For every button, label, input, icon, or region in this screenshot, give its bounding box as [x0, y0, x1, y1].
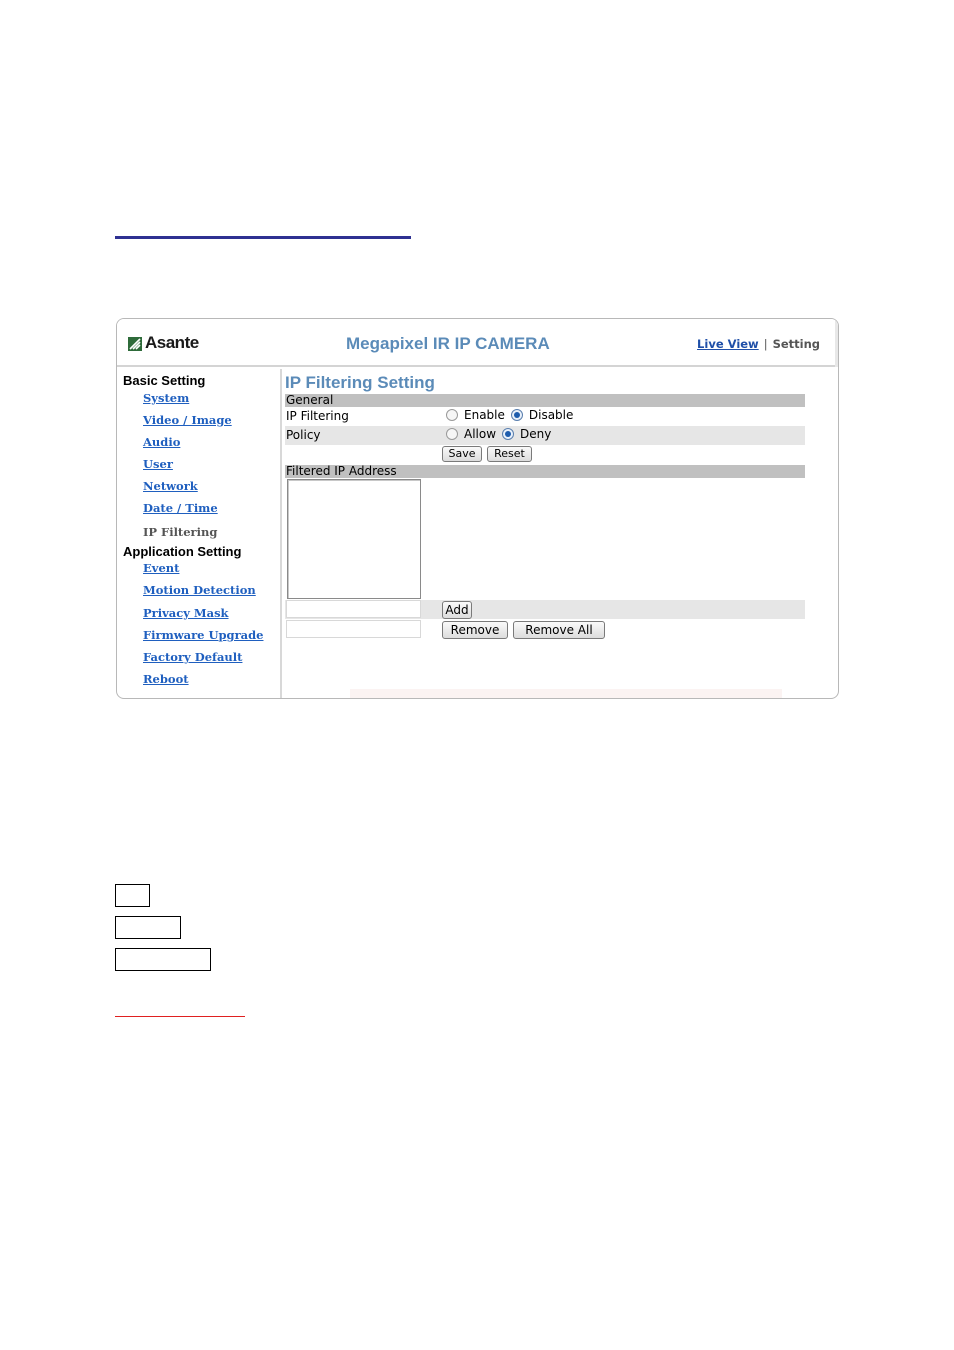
add-ip-input[interactable]: [286, 600, 421, 618]
app-title: Megapixel IR IP CAMERA: [346, 334, 550, 353]
logo-text: Asante: [145, 333, 199, 352]
brand-logo: [128, 333, 199, 353]
policy-allow-radio[interactable]: [446, 428, 458, 440]
sidebar-item-event[interactable]: Event: [143, 561, 180, 575]
document-button-box-large: [115, 948, 211, 971]
sidebar-item-network[interactable]: Network: [143, 479, 198, 493]
remove-ip-input[interactable]: [286, 620, 421, 638]
camera-web-ui: [116, 318, 839, 699]
header-edge: [835, 319, 838, 367]
setting-nav-current: Setting: [772, 337, 820, 351]
page-title: IP Filtering Setting: [285, 373, 435, 392]
document-button-box-medium: [115, 916, 181, 939]
ip-filtering-enable-label: Enable: [464, 408, 505, 422]
policy-deny-label: Deny: [520, 427, 552, 441]
policy-radio-group: [446, 427, 557, 441]
ip-filtering-row: [285, 407, 805, 426]
ip-filtering-radio-group: [446, 408, 579, 422]
asante-logo-icon: [128, 336, 142, 350]
nav-separator: |: [763, 337, 768, 351]
document-heading-rule: [115, 236, 411, 239]
document-note-rule: [115, 1016, 245, 1017]
policy-row: [285, 426, 805, 445]
sidebar-item-video-image[interactable]: Video / Image: [143, 413, 232, 427]
sidebar-item-privacy-mask[interactable]: Privacy Mask: [143, 606, 229, 620]
remove-button[interactable]: Remove: [442, 621, 508, 639]
policy-deny-radio[interactable]: [502, 428, 514, 440]
sidebar-item-audio[interactable]: Audio: [143, 435, 181, 449]
policy-allow-label: Allow: [464, 427, 497, 441]
sidebar-heading-basic: Basic Setting: [123, 373, 206, 388]
ip-filtering-panel: [285, 369, 839, 699]
ip-filtering-disable-radio[interactable]: [511, 409, 523, 421]
sidebar-item-factory-default[interactable]: Factory Default: [143, 650, 243, 664]
sidebar-item-system[interactable]: System: [143, 391, 190, 405]
sidebar-item-user[interactable]: User: [143, 457, 173, 471]
general-section-header: General: [285, 394, 805, 407]
ip-filtering-label: IP Filtering: [286, 409, 349, 423]
sidebar-item-ip-filtering: IP Filtering: [143, 525, 218, 539]
ip-filtering-disable-label: Disable: [528, 408, 574, 422]
policy-label: Policy: [286, 428, 321, 442]
top-nav: [697, 337, 820, 351]
add-button[interactable]: Add: [442, 601, 472, 619]
reset-button[interactable]: Reset: [487, 446, 532, 462]
sidebar-heading-application: Application Setting: [123, 544, 242, 559]
footer-strip: [350, 689, 782, 699]
sidebar-item-firmware-upgrade[interactable]: Firmware Upgrade: [143, 628, 264, 642]
save-button[interactable]: Save: [442, 446, 482, 462]
document-button-box-small: [115, 884, 150, 907]
sidebar-item-date-time[interactable]: Date / Time: [143, 501, 218, 515]
sidebar-item-motion-detection[interactable]: Motion Detection: [143, 583, 256, 597]
ip-filtering-enable-radio[interactable]: [446, 409, 458, 421]
sidebar-item-reboot[interactable]: Reboot: [143, 672, 189, 686]
filtered-ip-list[interactable]: [287, 479, 421, 599]
settings-sidebar: [117, 369, 282, 699]
top-header: [117, 319, 838, 367]
remove-all-button[interactable]: Remove All: [513, 621, 605, 639]
filtered-ip-section-header: Filtered IP Address: [285, 465, 805, 478]
live-view-link[interactable]: Live View: [697, 337, 759, 351]
